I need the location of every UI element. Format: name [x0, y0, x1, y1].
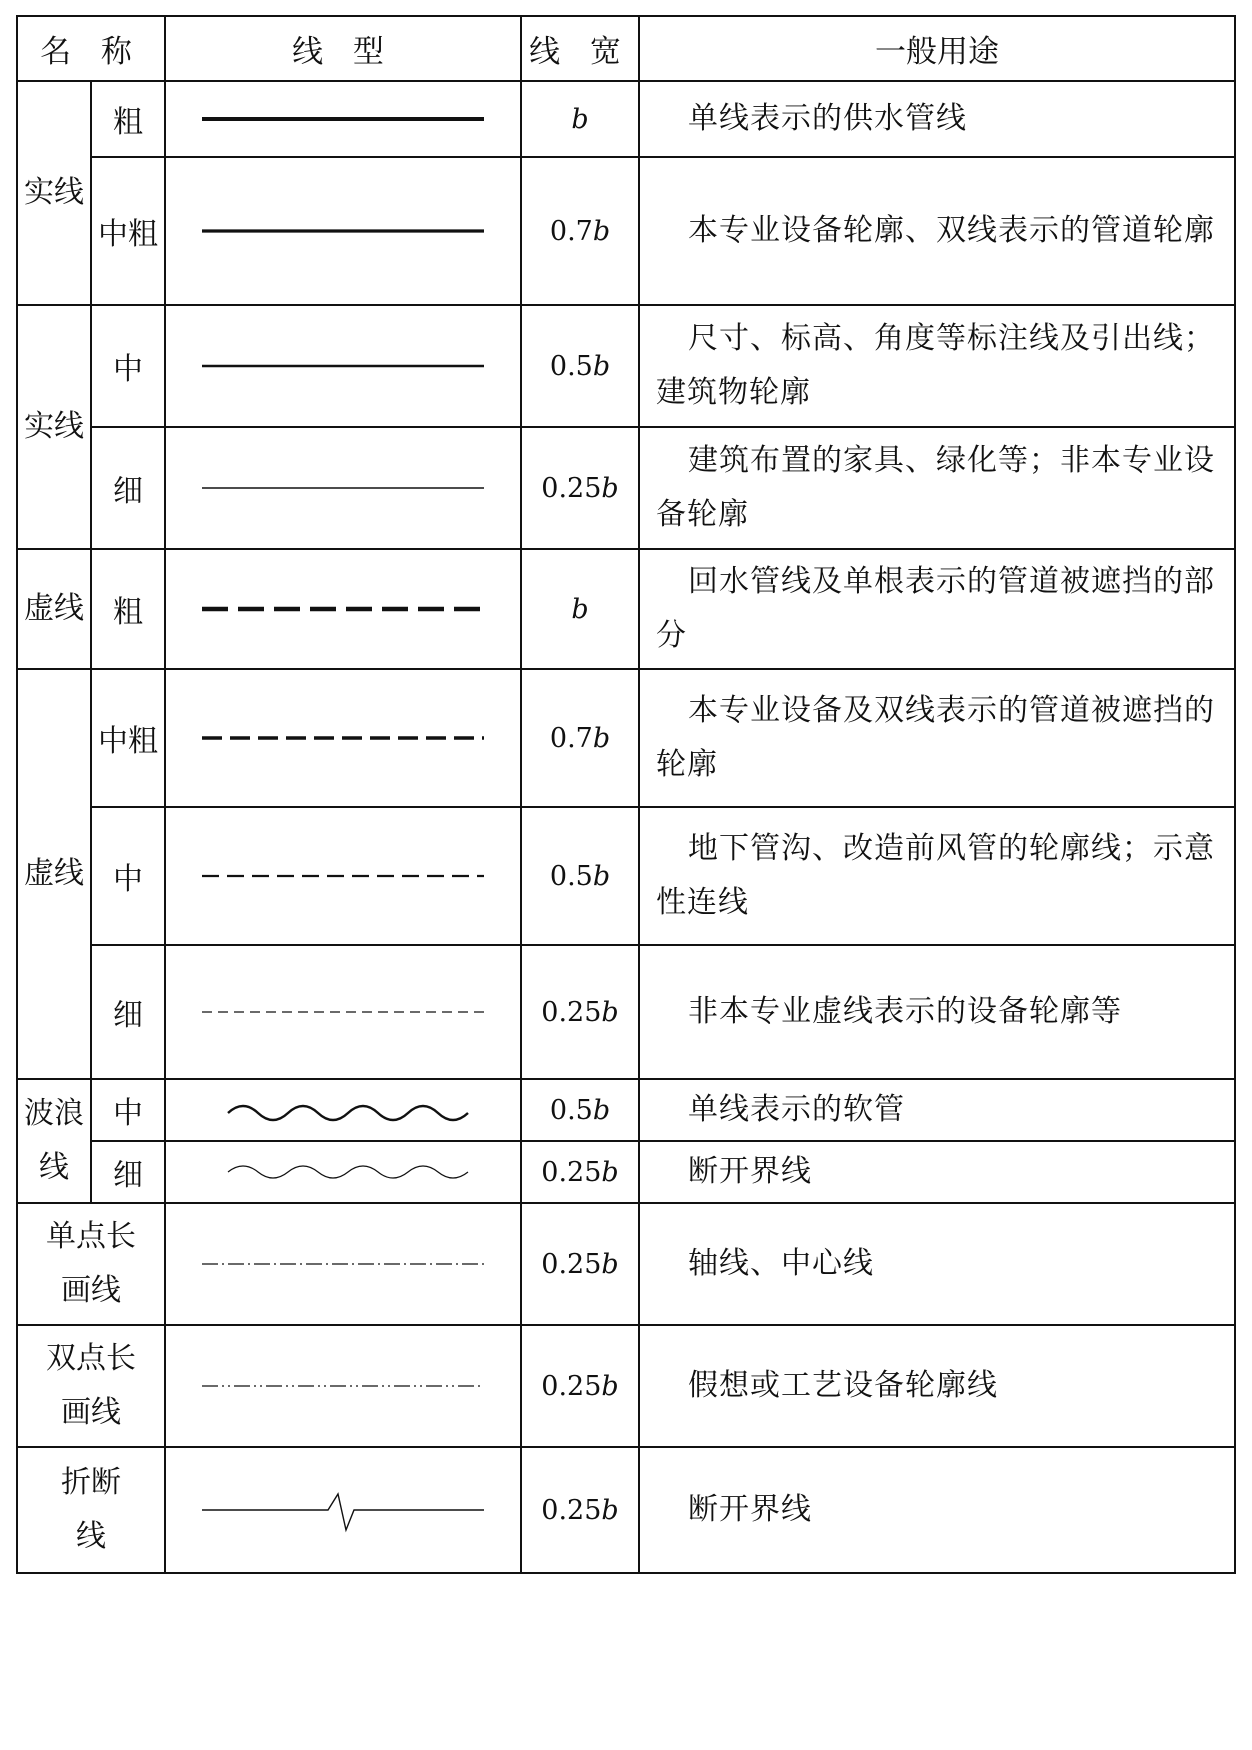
- usage-text: 本专业设备及双线表示的管道被遮挡的轮廓: [639, 669, 1235, 807]
- line-sample-break: [165, 1447, 521, 1573]
- width-value: 0.25b: [521, 1203, 639, 1325]
- width-value: 0.7b: [521, 157, 639, 305]
- line-sample-dashed-thick: [165, 549, 521, 669]
- table-row: [17, 1447, 1235, 1573]
- usage-text: 单线表示的软管: [639, 1079, 1235, 1141]
- table-row: [17, 1141, 1235, 1203]
- width-value: 0.5b: [521, 807, 639, 945]
- usage-text: 建筑布置的家具、绿化等；非本专业设备轮廓: [639, 427, 1235, 549]
- table-row: [17, 1079, 1235, 1141]
- sub-label: 中: [91, 305, 165, 427]
- table-row: [17, 1325, 1235, 1447]
- width-value: 0.25b: [521, 945, 639, 1079]
- sub-label: 中: [91, 807, 165, 945]
- sub-label: 中粗: [91, 669, 165, 807]
- sub-label: 中粗: [91, 157, 165, 305]
- usage-text: 回水管线及单根表示的管道被遮挡的部分: [639, 549, 1235, 669]
- line-type-table: [16, 15, 1236, 1574]
- group-label: 实线: [17, 81, 91, 305]
- line-sample-solid-medium-thick: [165, 157, 521, 305]
- width-value: 0.25b: [521, 1325, 639, 1447]
- group-label: 实线: [17, 305, 91, 549]
- usage-text: 非本专业虚线表示的设备轮廓等: [639, 945, 1235, 1079]
- usage-text: 断开界线: [639, 1447, 1235, 1573]
- usage-text: 断开界线: [639, 1141, 1235, 1203]
- table-row: [17, 669, 1235, 807]
- table-row: [17, 549, 1235, 669]
- width-value: b: [521, 549, 639, 669]
- usage-text: 假想或工艺设备轮廓线: [639, 1325, 1235, 1447]
- usage-text: 本专业设备轮廓、双线表示的管道轮廓: [639, 157, 1235, 305]
- width-value: 0.7b: [521, 669, 639, 807]
- header-name: 名 称: [17, 16, 165, 81]
- width-value: 0.25b: [521, 1447, 639, 1573]
- usage-text: 单线表示的供水管线: [639, 81, 1235, 157]
- group-label: 虚线: [17, 549, 91, 669]
- header-linetype: 线 型: [165, 16, 521, 81]
- header-usage: 一般用途: [639, 16, 1235, 81]
- table-row: [17, 1203, 1235, 1325]
- line-sample-solid-medium: [165, 305, 521, 427]
- header-width: 线 宽: [521, 16, 639, 81]
- group-label: 折断 线: [17, 1447, 165, 1573]
- usage-text: 地下管沟、改造前风管的轮廓线；示意性连线: [639, 807, 1235, 945]
- line-sample-dash-dot-dot: [165, 1325, 521, 1447]
- line-sample-dashed-medium: [165, 807, 521, 945]
- width-value: 0.25b: [521, 427, 639, 549]
- line-sample-dash-dot: [165, 1203, 521, 1325]
- table-row: [17, 807, 1235, 945]
- sub-label: 细: [91, 1141, 165, 1203]
- line-sample-dashed-thin: [165, 945, 521, 1079]
- width-value: 0.25b: [521, 1141, 639, 1203]
- group-label: 双点长 画线: [17, 1325, 165, 1447]
- group-label: 虚线: [17, 669, 91, 1079]
- table-row: [17, 81, 1235, 157]
- line-sample-wave-thin: [165, 1141, 521, 1203]
- sub-label: 粗: [91, 549, 165, 669]
- group-label: 波浪 线: [17, 1079, 91, 1203]
- sub-label: 细: [91, 427, 165, 549]
- sub-label: 中: [91, 1079, 165, 1141]
- width-value: b: [521, 81, 639, 157]
- sub-label: 粗: [91, 81, 165, 157]
- line-sample-solid-thin: [165, 427, 521, 549]
- line-sample-wave-medium: [165, 1079, 521, 1141]
- table-row: [17, 305, 1235, 427]
- table-row: [17, 427, 1235, 549]
- group-label: 单点长 画线: [17, 1203, 165, 1325]
- table-row: [17, 945, 1235, 1079]
- sub-label: 细: [91, 945, 165, 1079]
- width-value: 0.5b: [521, 1079, 639, 1141]
- line-sample-dashed-medium-thick: [165, 669, 521, 807]
- line-sample-solid-thick: [165, 81, 521, 157]
- header-row: [17, 16, 1235, 81]
- usage-text: 尺寸、标高、角度等标注线及引出线；建筑物轮廓: [639, 305, 1235, 427]
- width-value: 0.5b: [521, 305, 639, 427]
- table-row: [17, 157, 1235, 305]
- usage-text: 轴线、中心线: [639, 1203, 1235, 1325]
